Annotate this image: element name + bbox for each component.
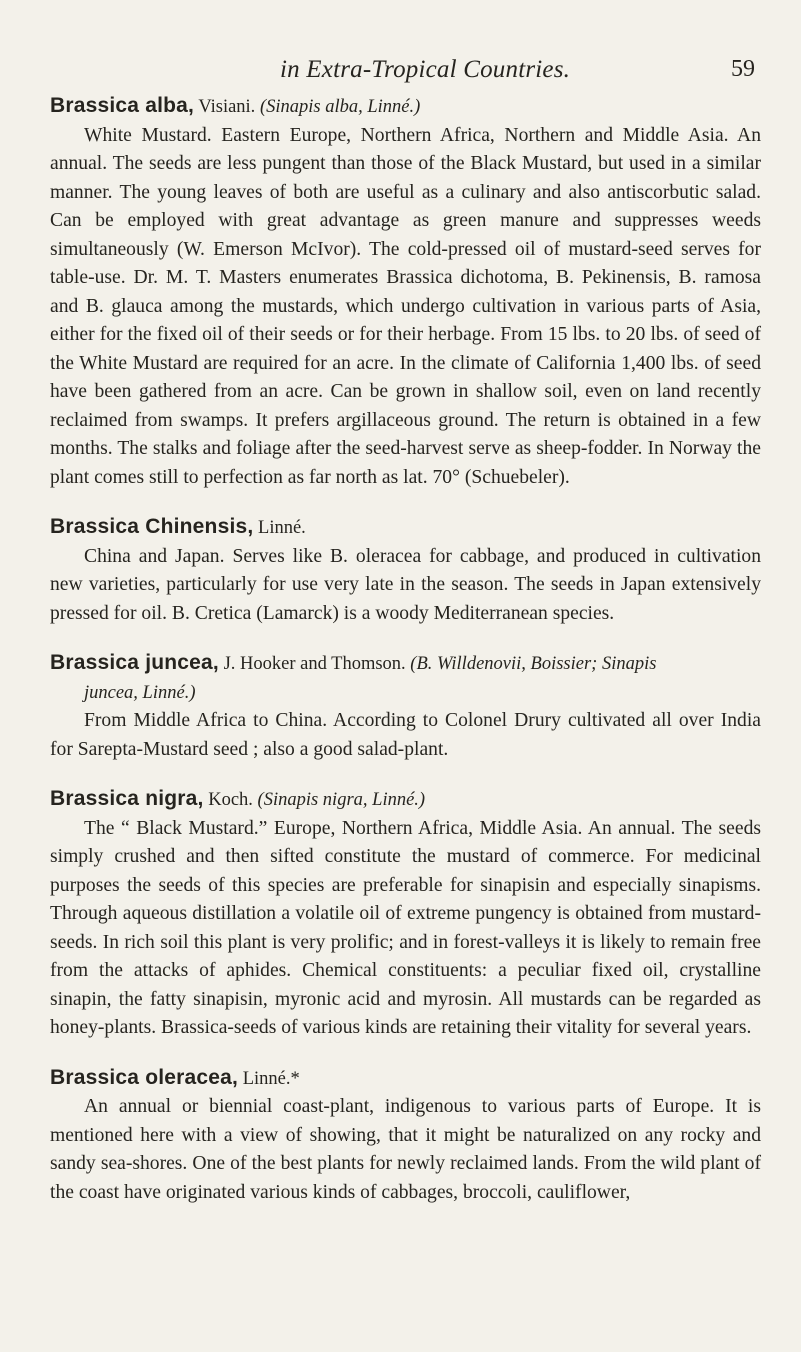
entry-heading xyxy=(50,513,761,543)
entry-body: From Middle Africa to China. According to Colonel Drury cultivated all over India for Sarepta-Mustard seed ; also a good salad-plant. xyxy=(50,710,761,760)
synonym: (Sinapis nigra, Linné.) xyxy=(257,790,426,810)
authority: J. Hooker and Thomson. xyxy=(218,654,411,674)
running-title: in Extra-Tropical Countries. xyxy=(280,56,571,83)
entry-body: An annual or biennial coast-plant, indigenous to various parts of Europe. It is mentioned here with a view of showing, that it might be naturalized on any rocky and sandy sea-shores. One of the best plants for newly reclaimed lands. From the wild plant of the coast have originated various kinds of cabbages, broccoli, cauliflower, xyxy=(50,1096,761,1203)
species-name: Brassica oleracea, xyxy=(50,1065,239,1089)
authority: Linné. xyxy=(253,518,306,538)
entry-brassica-chinensis xyxy=(50,513,761,628)
species-name: Brassica juncea, xyxy=(50,651,219,674)
entry-body: White Mustard. Eastern Europe, Northern Africa, Northern and Middle Asia. An annual. The seeds are less pungent than those of the Black Mustard, but used in a similar manner. The young leaves of both are useful as a culinary and also antiscorbutic salad. Can be employed with great advantage as green manure and suppresses weeds simultaneously (W. Emerson McIvor). The cold-pressed oil of mustard-seed serves for table-use. Dr. M. T. Masters enumerates Brassica dichotoma, B. Pekinensis, B. ramosa and B. glauca among the mustards, which undergo cultivation in various parts of Asia, either for the fixed oil of their seeds or for their herbage. From 15 lbs. to 20 lbs. of seed of the White Mustard are required for an acre. In the climate of California 1,400 lbs. of seed have been gathered from an acre. Can be grown in shallow soil, even on land recently reclaimed from swamps. It prefers argillaceous ground. The return is obtained in a few months. The stalks and foliage after the seed-harvest serve as sheep-fodder. In Norway the plant comes still to perfection as far north as lat. 70° (Schuebeler). xyxy=(50,124,761,488)
entry-body: The “ Black Mustard.” Europe, Northern Africa, Middle Asia. An annual. The seeds simply crushed and then sifted constitute the mustard of commerce. For medicinal purposes the seeds of this species are preferable for sinapisin and especially sinapisms. Through aqueous distillation a volatile oil of extreme pungency is obtained from mustard-seeds. In rich soil this plant is very prolific; and in forest-valleys it is likely to remain free from the attacks of aphides. Chemical constituents: a peculiar fixed oil, crystalline sinapin, the fatty sinapisin, myronic acid and myrosin. All mustards can be regarded as honey-plants. Brassica-seeds of various kinds are retaining their vitality for several years. xyxy=(50,817,761,1038)
entry-heading xyxy=(50,785,761,815)
entry-heading xyxy=(50,1064,761,1094)
page-number: 59 xyxy=(731,56,755,82)
entry-heading xyxy=(50,649,761,707)
entry-brassica-juncea xyxy=(50,649,761,764)
species-name: Brassica Chinensis, xyxy=(50,515,254,538)
authority: Koch. xyxy=(203,790,258,810)
synonym-continued: juncea, Linné.) xyxy=(84,682,196,703)
authority: Linné.* xyxy=(238,1068,300,1089)
page-header xyxy=(50,0,761,92)
authority: Visiani. xyxy=(194,97,260,117)
entry-brassica-alba xyxy=(50,92,761,492)
entry-heading xyxy=(50,92,761,122)
entry-brassica-nigra xyxy=(50,785,761,1043)
entry-body: China and Japan. Serves like B. oleracea for cabbage, and produced in cultivation new varieties, particularly for use very late in the season. The seeds in Japan extensively pressed for oil. B. Cretica (Lamarck) is a woody Mediterranean species. xyxy=(50,545,761,624)
synonym: (Sinapis alba, Linné.) xyxy=(259,97,421,117)
species-name: Brassica nigra, xyxy=(50,787,204,810)
entry-brassica-oleracea xyxy=(50,1064,761,1208)
species-name: Brassica alba, xyxy=(50,94,195,117)
synonym: (B. Willdenovii, Boissier; Sinapis xyxy=(410,654,657,674)
